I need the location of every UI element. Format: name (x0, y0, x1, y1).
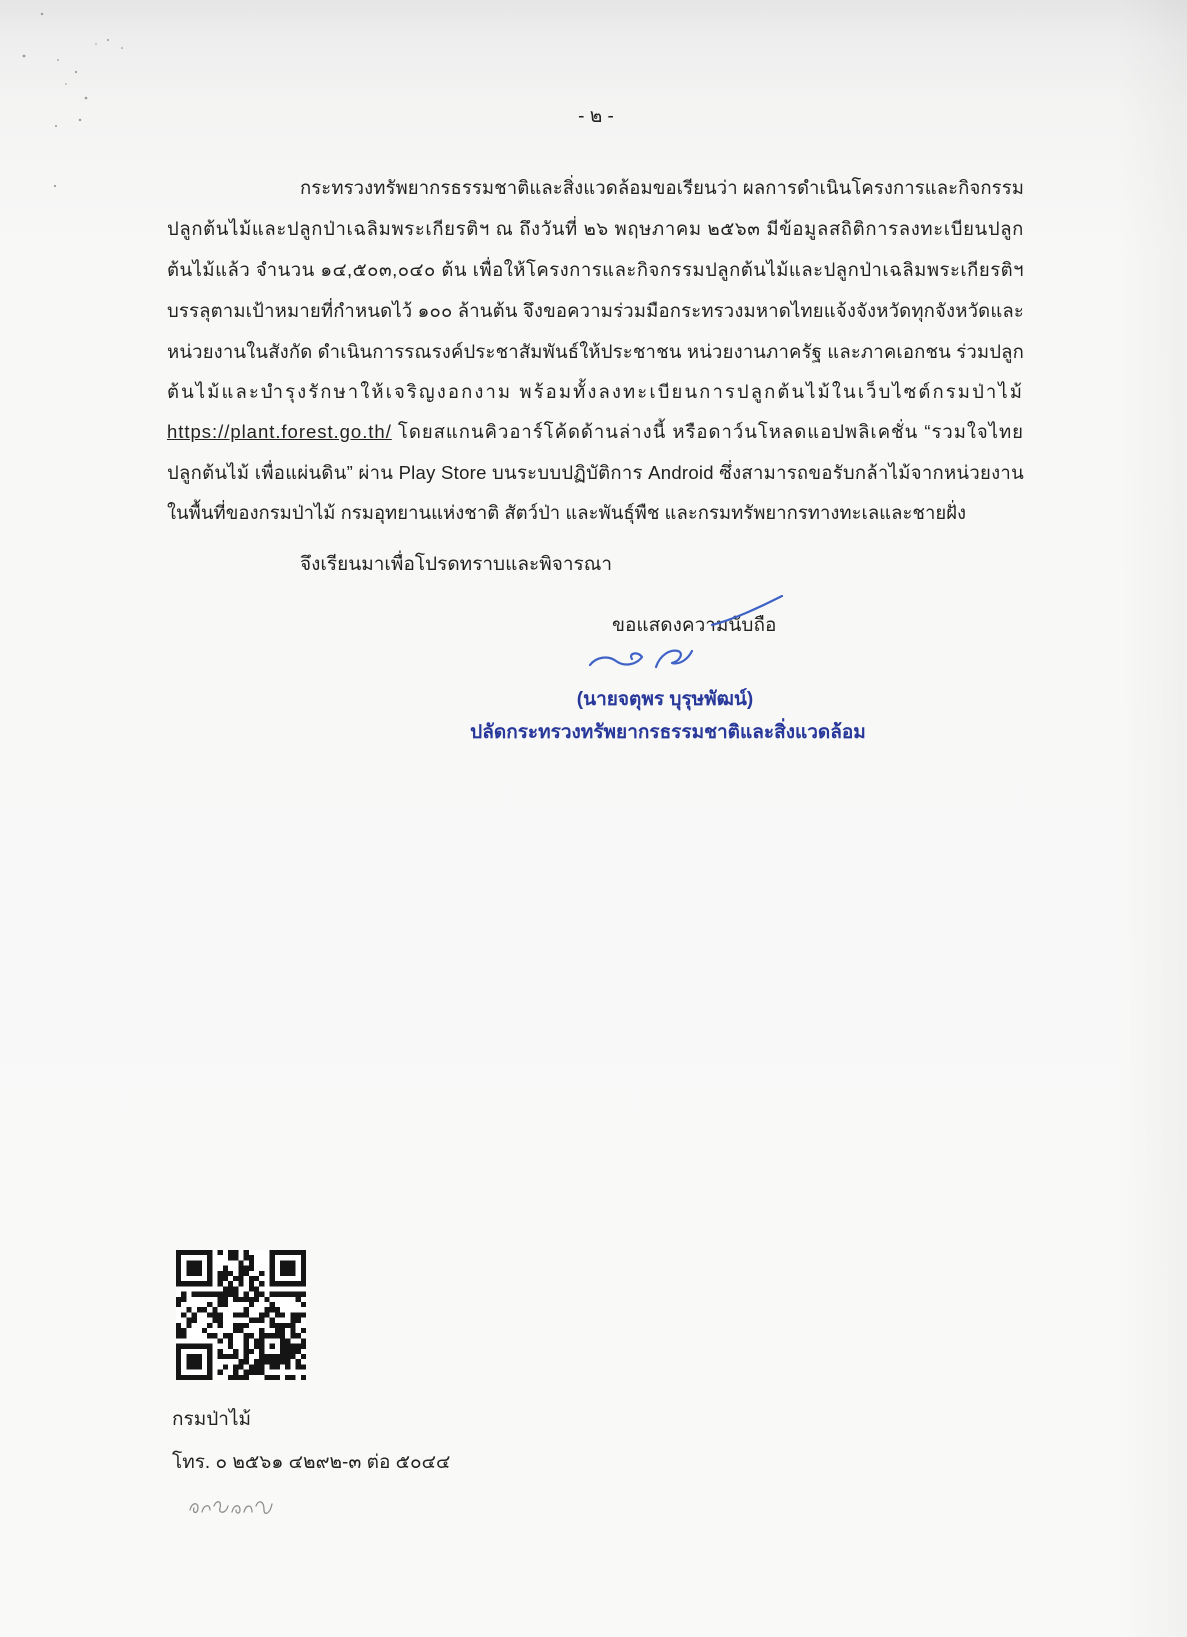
paragraph-line-text (167, 412, 1024, 452)
paragraph-line-text: บรรลุตามเป้าหมายที่กำหนดไว้ ๑๐๐ ล้านต้น จึงขอความร่วมมือกระทรวงมหาดไทยแจ้งจังหวัดทุกจังหวัดและ (167, 300, 1024, 321)
signature-stroke (656, 651, 692, 667)
signature-stroke (712, 596, 782, 625)
paragraph-line-text: กระทรวงทรัพยากรธรรมชาติและสิ่งแวดล้อมขอเรียนว่า ผลการดำเนินโครงการและกิจกรรม (300, 177, 1024, 198)
paragraph-line (167, 291, 1025, 331)
signature-stroke (590, 653, 642, 665)
closing-request (300, 545, 820, 585)
paragraph-line (300, 168, 1025, 208)
signatory-position (458, 713, 878, 753)
paragraph-line-text: ปลูกต้นไม้ เพื่อแผ่นดิน” ผ่าน Play Store บนระบบปฏิบัติการ Android ซึ่งสามารถขอรับกล้าไม้จากหน่วยงาน (167, 462, 1024, 483)
signatory-name-text: (นายจตุพร บุรุษพัฒน์) (576, 689, 754, 710)
paragraph-line (167, 209, 1025, 249)
paragraph-line (167, 453, 1025, 493)
website-link[interactable]: https://plant.forest.go.th/ (167, 421, 392, 442)
footer-department-text: กรมป่าไม้ (172, 1409, 252, 1430)
paragraph-line (167, 372, 1025, 412)
paragraph-line (167, 332, 1025, 372)
paragraph-line (167, 412, 1025, 452)
handwritten-signature (580, 585, 800, 685)
scan-speckles (0, 0, 150, 200)
footer-phone-text: โทร. ๐ ๒๕๖๑ ๔๒๙๒-๓ ต่อ ๕๐๔๔ (172, 1452, 451, 1473)
paragraph-line-text-after-link: โดยสแกนคิวอาร์โค้ดด้านล่างนี้ หรือดาว์นโหลดแอปพลิเคชั่น “รวมใจไทย (391, 421, 1024, 442)
paragraph-line-text: หน่วยงานในสังกัด ดำเนินการรณรงค์ประชาสัมพันธ์ให้ประชาชน หน่วยงานภาครัฐ และภาคเอกชน ร่วมปลูก (167, 341, 1024, 362)
paragraph-line-text: ปลูกต้นไม้และปลูกป่าเฉลิมพระเกียรติฯ ณ ถึงวันที่ ๒๖ พฤษภาคม ๒๕๖๓ มีข้อมูลสถิติการลงทะเบียนปลูก (167, 218, 1024, 239)
paragraph-line-text: ในพื้นที่ของกรมป่าไม้ กรมอุทยานแห่งชาติ สัตว์ป่า และพันธุ์พืช และกรมทรัพยากรทางทะเลและชายฝั่ง (167, 502, 967, 523)
closing-salutation-text: ขอแสดงความนับถือ (612, 615, 777, 636)
paragraph-line-text: ต้นไม้แล้ว จำนวน ๑๔,๕๐๓,๐๔๐ ต้น เพื่อให้โครงการและกิจกรรมปลูกต้นไม้และปลูกป่าเฉลิมพระเกียรติฯ (167, 259, 1024, 280)
scan-edge-shadow (1117, 0, 1187, 1637)
page-number-text: - ๒ - (578, 106, 614, 127)
paragraph-line (167, 250, 1025, 290)
signatory-position-text: ปลัดกระทรวงทรัพยากรธรรมชาติและสิ่งแวดล้อม (470, 722, 866, 743)
qr-code (176, 1250, 306, 1380)
footer-phone (172, 1443, 592, 1483)
handwritten-note (186, 1492, 278, 1522)
paragraph-line-text: ต้นไม้และบำรุงรักษาให้เจริญงอกงาม พร้อมทั้งลงทะเบียนการปลูกต้นไม้ในเว็บไซต์กรมป่าไม้ (167, 381, 1024, 402)
footer-department (172, 1400, 472, 1440)
paragraph-line-last (167, 493, 1025, 533)
page-number (496, 97, 696, 137)
closing-request-text: จึงเรียนมาเพื่อโปรดทราบและพิจารณา (300, 554, 613, 575)
